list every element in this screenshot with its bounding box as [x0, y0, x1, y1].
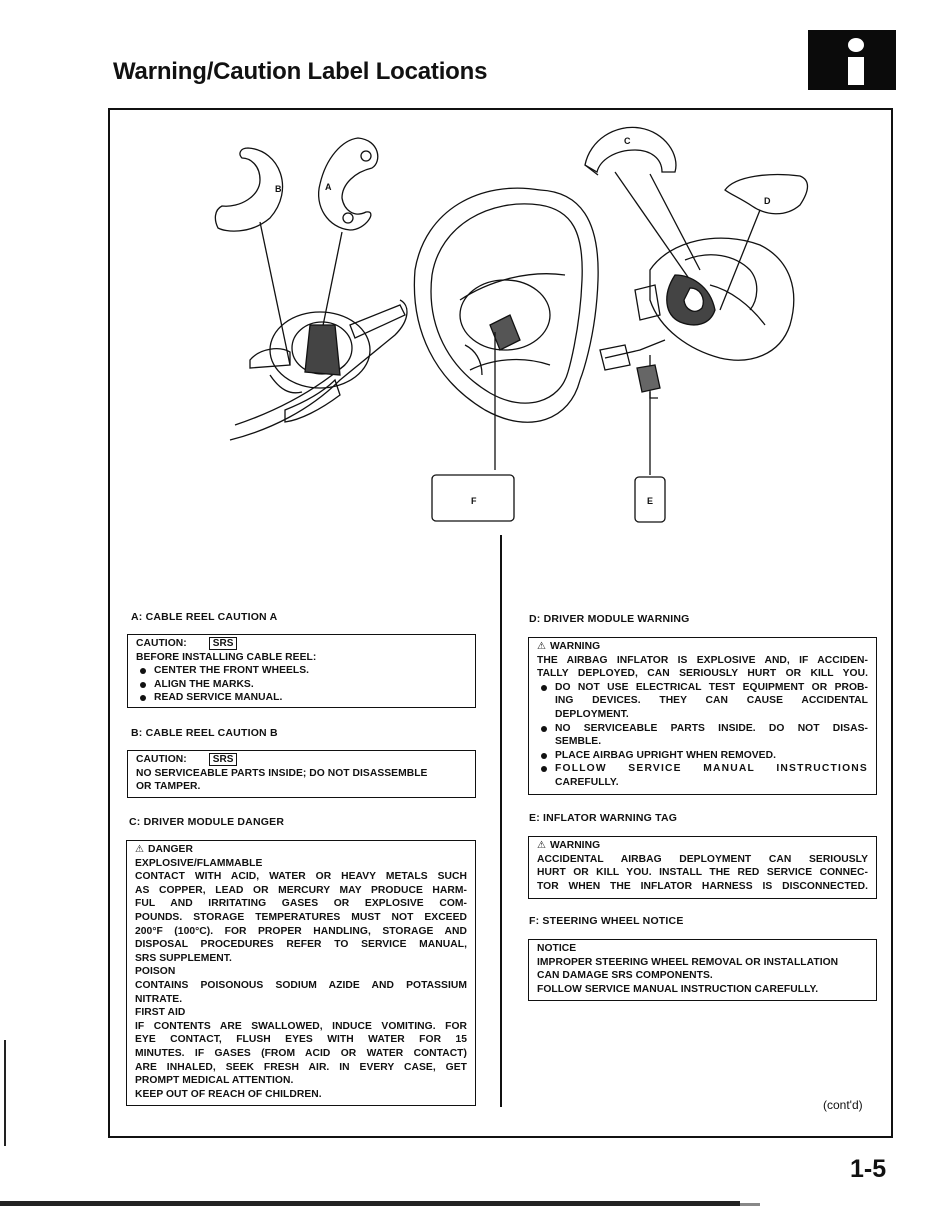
callout-e: E	[647, 496, 654, 506]
callout-c: C	[624, 136, 631, 146]
label-b-box	[127, 750, 476, 798]
label-a-heading: A: CABLE REEL CAUTION A	[131, 611, 278, 623]
warning-triangle-icon: ⚠	[537, 840, 547, 851]
label-a-bullet: CENTER THE FRONT WHEELS.	[136, 664, 467, 678]
driver-module-label-d	[725, 175, 808, 214]
label-e-box: ⚠ WARNING ACCIDENTAL AIRBAG DEPLOYMENT CAN SERIOUSLY HURT OR KILL YOU. INSTALL THE RED SERVICE CONNEC- TOR WHEN THE INFLATOR HARNESS IS DISCONNECTED.	[528, 836, 877, 899]
callout-a: A	[325, 182, 332, 192]
page-title: Warning/Caution Label Locations	[113, 58, 488, 85]
steering-wheel-illustration	[110, 110, 891, 540]
warning-triangle-icon: ⚠	[537, 641, 547, 652]
label-c-heading: C: DRIVER MODULE DANGER	[129, 816, 285, 828]
label-f-heading: F: STEERING WHEEL NOTICE	[529, 915, 684, 927]
column-divider	[500, 535, 502, 1107]
margin-rule	[4, 1040, 6, 1146]
label-e-heading: E: INFLATOR WARNING TAG	[529, 812, 678, 824]
driver-module-label-c	[585, 127, 676, 175]
cable-reel-label-a	[319, 138, 378, 230]
callout-f: F	[471, 496, 477, 506]
callout-b: B	[275, 184, 282, 194]
label-a-bullet: READ SERVICE MANUAL.	[136, 691, 467, 705]
callout-box-e	[635, 477, 665, 522]
warning-title: WARNING	[550, 641, 601, 652]
label-d-box: ⚠ WARNING THE AIRBAG INFLATOR IS EXPLOSIVE AND, IF ACCIDEN- TALLY DEPLOYED, CAN SERIOUSLY HURT OR KILL YOU. DO NOT USE ELECTRICAL TEST EQUIPMENT OR PROB- ING DEVICES. THEY CAN CAUSE ACCIDENTAL DEPLOYMENT. NO SERVICEABLE PARTS INSIDE. DO NOT DISAS- SEMBLE. PLACE AIRBAG UPRIGHT WHEN REMOVED. FOLLOW SERVICE MANUAL INSTRUCTIONS CAREFULLY.	[528, 637, 877, 795]
label-a-box	[127, 634, 476, 708]
callout-box-f	[432, 475, 514, 521]
steering-wheel	[414, 188, 598, 422]
label-b-heading: B: CABLE REEL CAUTION B	[131, 727, 278, 739]
label-b-line: OR TAMPER.	[136, 781, 201, 793]
info-icon	[808, 30, 896, 90]
caution-title: CAUTION:	[136, 754, 187, 765]
warning-title: WARNING	[550, 840, 601, 851]
airbag-module	[600, 238, 794, 370]
label-a-intro: BEFORE INSTALLING CABLE REEL:	[136, 651, 317, 663]
callout-d: D	[764, 196, 771, 206]
bottom-rule-end	[740, 1203, 760, 1206]
danger-title: DANGER	[148, 844, 193, 855]
page-number: 1-5	[850, 1155, 887, 1183]
srs-badge: SRS	[209, 753, 238, 766]
label-f-box: NOTICE IMPROPER STEERING WHEEL REMOVAL OR INSTALLATION CAN DAMAGE SRS COMPONENTS. FOLLOW SERVICE MANUAL INSTRUCTION CAREFULLY.	[528, 939, 877, 1001]
cable-reel-label-b	[215, 148, 282, 231]
combination-switch	[230, 300, 407, 440]
label-d-heading: D: DRIVER MODULE WARNING	[529, 613, 690, 625]
bottom-rule	[0, 1201, 740, 1206]
label-a-bullet: ALIGN THE MARKS.	[136, 678, 467, 692]
label-c-box: ⚠ DANGER EXPLOSIVE/FLAMMABLE CONTACT WITH ACID, WATER OR HEAVY METALS SUCH AS COPPER, LEAD OR MERCURY MAY PRODUCE HARM- FUL AND IRRITATING GASES OR EXPLOSIVE COM- POUNDS. STORAGE TEMPERATURES MUST NOT EXCEED 200°F (100°C). FOR PROPER HANDLING, STORAGE AND DISPOSAL PROCEDURES REFER TO SERVICE MANUAL, SRS SUPPLEMENT. POISON CONTAINS POISONOUS SODIUM AZIDE AND POTASSIUM NITRATE. FIRST AID IF CONTENTS ARE SWALLOWED, INDUCE VOMITING. FOR EYE CONTACT, FLUSH EYES WITH WATER FOR 15 MINUTES. IF GASES (FROM ACID OR WATER CONTACT) ARE INHALED, SEEK FRESH AIR. IN EVERY CASE, GET PROMPT MEDICAL ATTENTION. KEEP OUT OF REACH OF CHILDREN.	[126, 840, 476, 1106]
label-b-line: NO SERVICEABLE PARTS INSIDE; DO NOT DISASSEMBLE	[136, 767, 428, 779]
srs-badge: SRS	[209, 637, 238, 650]
caution-title: CAUTION:	[136, 638, 187, 649]
warning-triangle-icon: ⚠	[135, 844, 145, 855]
continued-note: (cont'd)	[823, 1098, 863, 1112]
notice-title: NOTICE	[537, 943, 577, 954]
